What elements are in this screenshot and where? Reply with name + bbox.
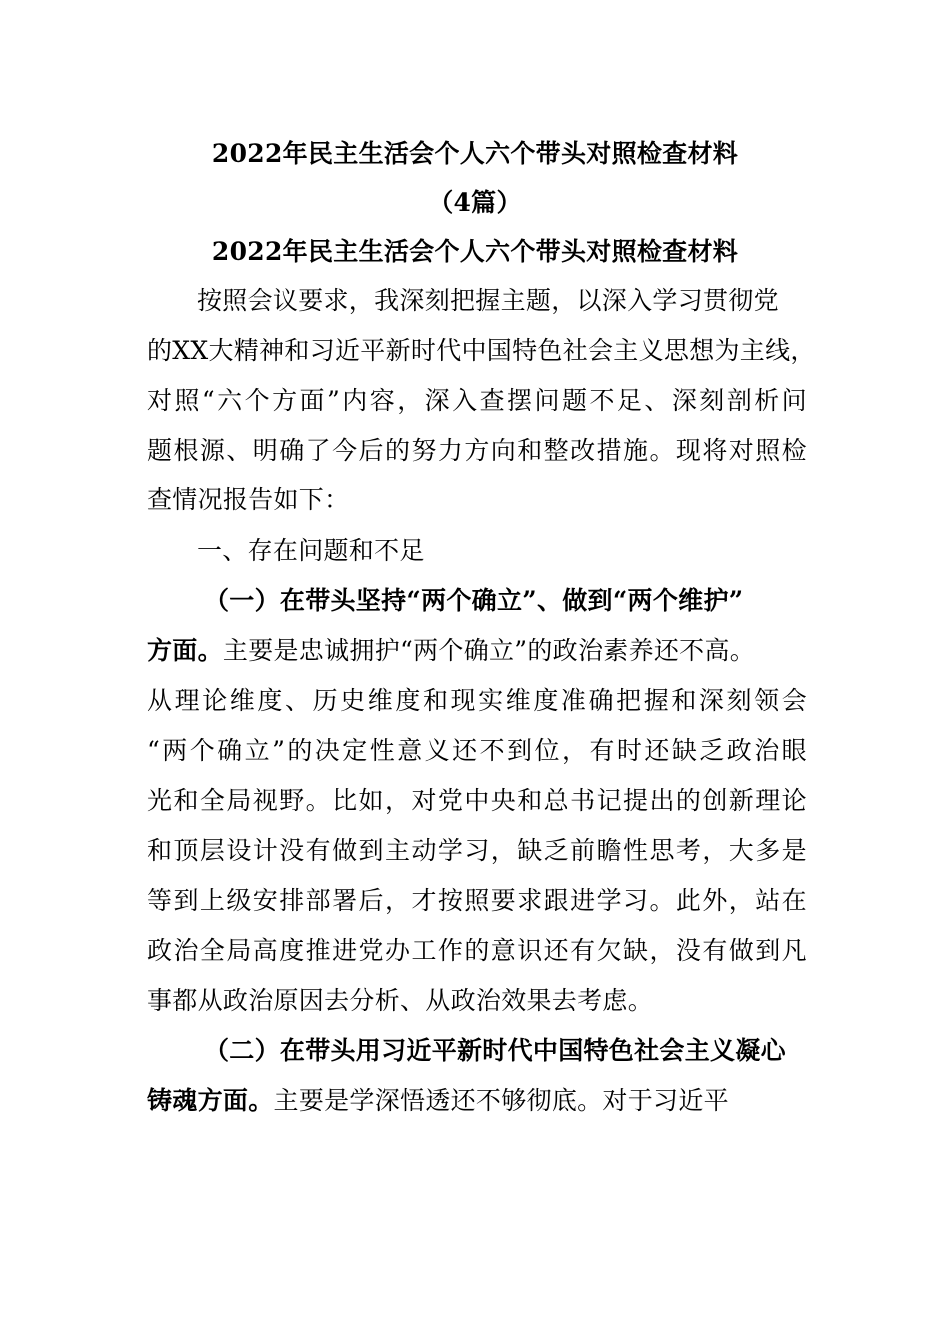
item-heading: （一）在带头坚持“两个确立”、做到“两个维护”: [204, 586, 744, 615]
paragraph-line: 从理论维度、历史维度和现实维度准确把握和深刻领会: [147, 686, 807, 715]
paragraph-line: 对照“六个方面”内容，深入查摆问题不足、深刻剖析问: [147, 386, 807, 415]
paragraph-text: 主要是学深悟透还不够彻底。对于习近平: [273, 1086, 729, 1115]
paragraph-line: [147, 636, 807, 666]
paragraph-line: “两个确立”的决定性意义还不到位，有时还缺乏政治眼: [147, 736, 807, 765]
paragraph-line: 查情况报告如下：: [147, 485, 350, 514]
paragraph-line: 按照会议要求，我深刻把握主题，以深入学习贯彻党: [197, 286, 779, 315]
document-title-count: （4篇）: [428, 188, 522, 217]
item-heading-tail: 方面。: [147, 636, 223, 665]
paragraph-line: 题根源、明确了今后的努力方向和整改措施。现将对照检: [147, 436, 807, 465]
paragraph-line: 等到上级安排部署后，才按照要求跟进学习。此外，站在: [147, 886, 807, 915]
paragraph-line: 光和全局视野。比如，对党中央和总书记提出的创新理论: [147, 786, 807, 815]
paragraph-line: [147, 1086, 807, 1116]
paragraph-line: 事都从政治原因去分析、从政治效果去考虑。: [147, 986, 654, 1015]
paragraph-line: 政治全局高度推进党办工作的意识还有欠缺，没有做到凡: [147, 936, 807, 965]
paragraph-line: 和顶层设计没有做到主动学习，缺乏前瞻性思考，大多是: [147, 836, 807, 865]
item-heading: （二）在带头用习近平新时代中国特色社会主义凝心: [204, 1036, 786, 1065]
document-subtitle: 2022年民主生活会个人六个带头对照检查材料: [211, 237, 739, 266]
paragraph-line: 的XX大精神和习近平新时代中国特色社会主义思想为主线，: [147, 336, 816, 365]
document-title: 2022年民主生活会个人六个带头对照检查材料: [211, 139, 739, 168]
section-heading: 一、存在问题和不足: [197, 536, 425, 565]
item-heading-tail: 铸魂方面。: [147, 1086, 274, 1115]
paragraph-text: 主要是忠诚拥护“两个确立”的政治素养还不高。: [222, 636, 756, 665]
